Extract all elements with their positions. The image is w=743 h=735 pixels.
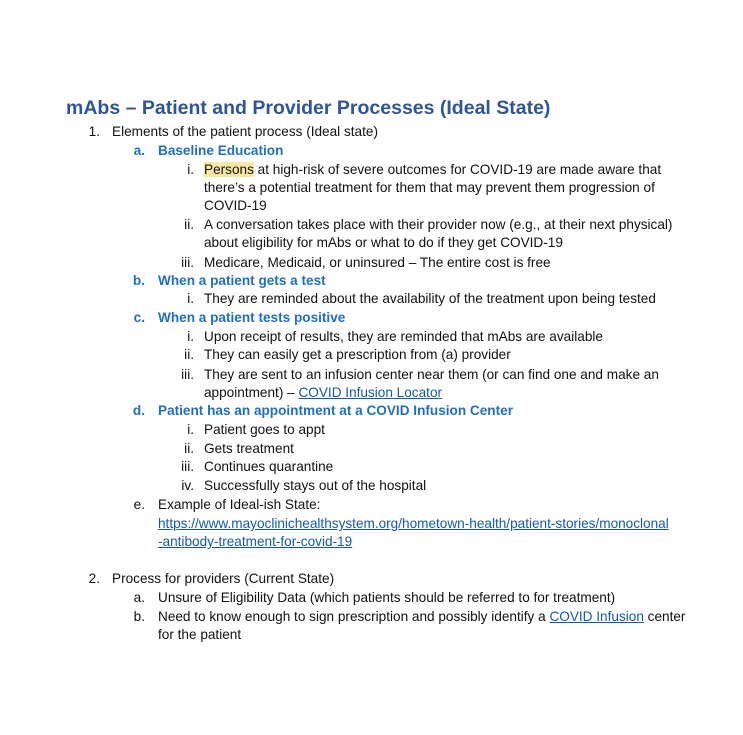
page-title: mAbs – Patient and Provider Processes (Ideal State) (66, 97, 551, 119)
list-item-text: Need to know enough to sign prescription and possibly identify a (158, 609, 550, 624)
list-item: Successfully stays out of the hospital (204, 478, 427, 493)
list-marker: i. (187, 162, 194, 177)
list-marker: i. (187, 291, 194, 306)
list-marker: ii. (184, 217, 194, 232)
list-item-text: at high-risk of severe outcomes for COVID-19 are made aware that (253, 162, 662, 177)
list-marker: iii. (181, 255, 194, 270)
section-2-heading: Process for providers (Current State) (112, 571, 335, 586)
subheading-patient-appointment: Patient has an appointment at a COVID Infusion Center (158, 403, 513, 418)
mayo-clinic-link-continued[interactable]: -antibody-treatment-for-covid-19 (158, 534, 353, 549)
list-item-continued: there’s a potential treatment for them that may prevent them progression of (204, 180, 655, 195)
list-item: They are reminded about the availability of the treatment upon being tested (204, 291, 656, 306)
subheading-patient-tests-positive: When a patient tests positive (158, 310, 346, 325)
list-item: They can easily get a prescription from (a) provider (204, 347, 511, 362)
list-item (158, 608, 685, 626)
section-1-heading: Elements of the patient process (Ideal state) (112, 124, 378, 139)
list-marker: b. (133, 609, 145, 624)
list-marker: 2. (88, 571, 100, 586)
list-item: Continues quarantine (204, 459, 334, 474)
list-marker: iv. (181, 478, 194, 493)
list-item: Example of Ideal-ish State: (158, 497, 321, 512)
list-item: Upon receipt of results, they are reminded that mAbs are available (204, 329, 603, 344)
list-item: Medicare, Medicaid, or uninsured – The entire cost is free (204, 255, 551, 270)
list-item-continued (204, 384, 442, 402)
list-marker: ii. (184, 441, 194, 456)
list-item (204, 161, 661, 179)
subheading-baseline-education: Baseline Education (158, 143, 284, 158)
list-marker: b. (132, 273, 145, 288)
highlighted-text: Persons (204, 162, 254, 177)
covid-infusion-link[interactable]: COVID Infusion (549, 609, 644, 624)
list-marker: iii. (181, 367, 194, 382)
list-item-continued: for the patient (158, 627, 242, 642)
list-marker: a. (133, 590, 145, 605)
subheading-patient-gets-test: When a patient gets a test (158, 273, 326, 288)
list-item: Patient goes to appt (204, 422, 325, 437)
list-item-text: appointment) – (204, 385, 299, 400)
list-marker: iii. (181, 459, 194, 474)
list-item: A conversation takes place with their provider now (e.g., at their next physical) (204, 217, 673, 232)
list-marker: d. (132, 403, 145, 418)
list-item-text: center (643, 609, 686, 624)
list-item-continued: COVID-19 (204, 198, 267, 213)
list-marker: ii. (184, 347, 194, 362)
list-item-continued: about eligibility for mAbs or what to do if they get COVID-19 (204, 235, 563, 250)
list-marker: i. (187, 329, 194, 344)
mayo-clinic-link[interactable]: https://www.mayoclinichealthsystem.org/hometown-health/patient-stories/monoclonal (158, 516, 669, 531)
list-marker: a. (133, 143, 145, 158)
list-marker: c. (133, 310, 145, 325)
list-item: Gets treatment (204, 441, 294, 456)
list-item: Unsure of Eligibility Data (which patients should be referred to for treatment) (158, 590, 616, 605)
list-marker: e. (133, 497, 145, 512)
list-marker: i. (187, 422, 194, 437)
list-marker: 1. (88, 124, 100, 139)
list-item: They are sent to an infusion center near them (or can find one and make an (204, 367, 659, 382)
covid-infusion-locator-link[interactable]: COVID Infusion Locator (298, 385, 443, 400)
